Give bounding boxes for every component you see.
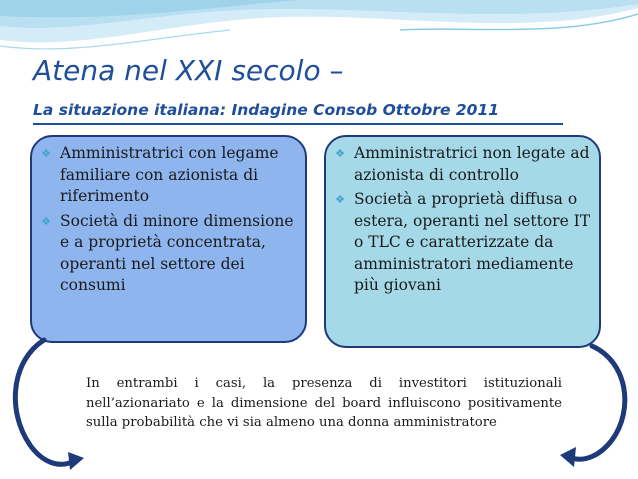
right-panel-item bbox=[330, 189, 595, 297]
conclusion-text: In entrambi i casi, la presenza di investitori istituzionali nell’azionariato e la dimensione del board influiscono positivamente sulla probabilità che vi sia almeno una donna amministratore bbox=[86, 376, 562, 430]
right-panel-item-text: Amministratrici non legate ad azionista di controllo bbox=[354, 144, 590, 184]
bullet-icon: ❖ bbox=[335, 193, 345, 206]
right-panel-item-text: Società a proprietà diffusa o estera, operanti nel settore IT o TLC e caratterizzate da amministratori mediamente più giovani bbox=[354, 190, 591, 294]
left-panel-item-text: Amministratrici con legame familiare con azionista di riferimento bbox=[60, 144, 279, 205]
bullet-icon: ❖ bbox=[41, 147, 51, 160]
bullet-icon: ❖ bbox=[335, 147, 345, 160]
subtitle-underline bbox=[33, 123, 563, 125]
right-panel-list bbox=[330, 143, 595, 300]
left-panel-item bbox=[36, 143, 299, 208]
right-panel bbox=[324, 135, 601, 348]
left-panel-list bbox=[36, 143, 299, 300]
slide-title: Atena nel XXI secolo – bbox=[33, 54, 344, 87]
left-panel-item bbox=[36, 211, 299, 297]
right-curved-arrow-icon bbox=[560, 346, 625, 467]
bullet-icon: ❖ bbox=[41, 214, 51, 228]
left-panel-item-text: Società di minore dimensione e a proprietà concentrata, operanti nel settore dei consumi bbox=[60, 211, 294, 294]
right-panel-item bbox=[330, 143, 595, 186]
left-panel bbox=[30, 135, 307, 343]
left-curved-arrow-icon bbox=[15, 340, 84, 470]
slide-subtitle: La situazione italiana: Indagine Consob Ottobre 2011 bbox=[33, 101, 500, 119]
